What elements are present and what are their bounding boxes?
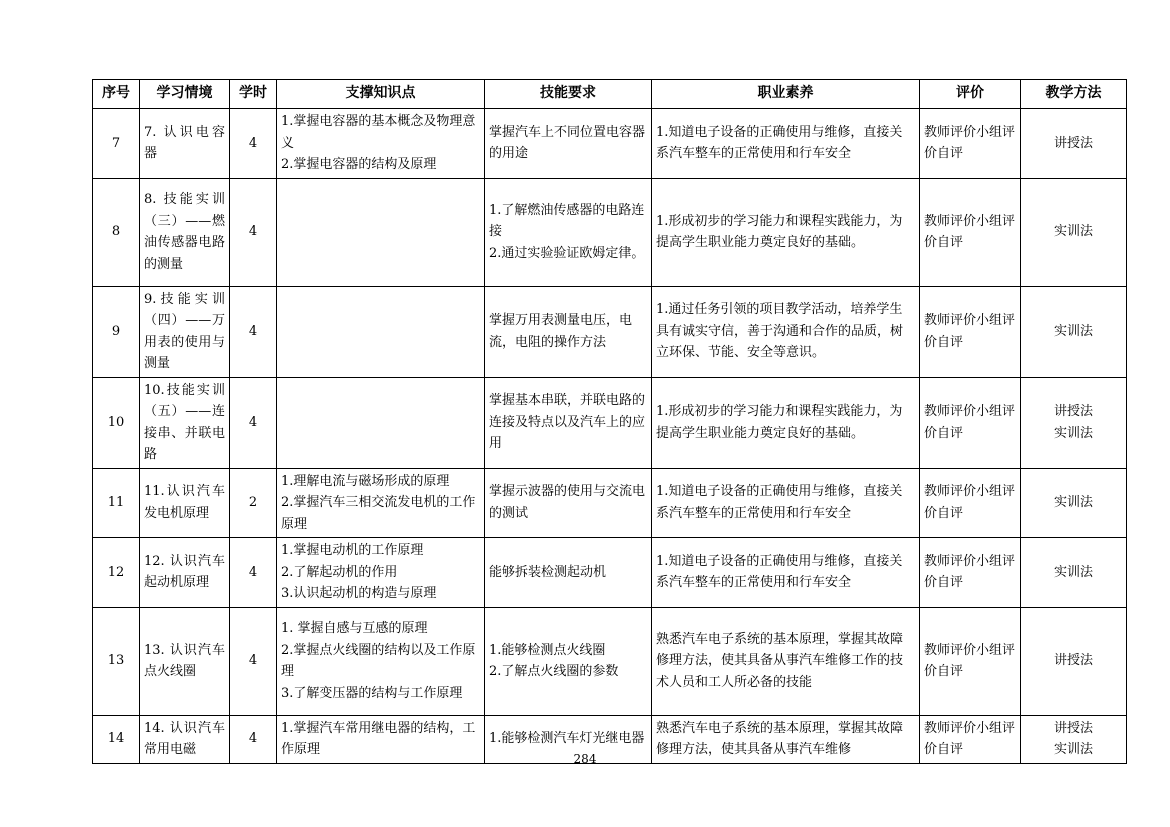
cell-situation: 8. 技能实训（三）——燃油传感器电路的测量 bbox=[140, 178, 230, 286]
cell-knowledge bbox=[277, 286, 485, 377]
table-body bbox=[93, 109, 1127, 764]
cell-skills bbox=[485, 538, 652, 608]
cell-skills-line: 2.通过实验验证欧姆定律。 bbox=[489, 245, 645, 261]
table-row bbox=[93, 109, 1127, 179]
cell-hours: 2 bbox=[230, 468, 277, 538]
cell-hours: 4 bbox=[230, 538, 277, 608]
cell-knowledge-line: 2.掌握点火线圈的结构以及工作原理 bbox=[281, 642, 476, 679]
cell-knowledge bbox=[277, 468, 485, 538]
cell-situation: 11.认识汽车发电机原理 bbox=[140, 468, 230, 538]
cell-evaluation: 教师评价小组评价自评 bbox=[920, 468, 1021, 538]
cell-methods-line: 实训法 bbox=[1053, 425, 1093, 441]
header-quality: 职业素养 bbox=[652, 80, 920, 109]
cell-quality-line: 1.知道电子设备的正确使用与维修，直接关系汽车整车的正常使用和行车安全 bbox=[656, 124, 903, 162]
cell-evaluation: 教师评价小组评价自评 bbox=[920, 178, 1021, 286]
cell-no: 14 bbox=[93, 715, 140, 763]
cell-no: 8 bbox=[93, 178, 140, 286]
header-hours: 学时 bbox=[230, 80, 277, 109]
cell-methods-line: 实训法 bbox=[1053, 323, 1093, 339]
cell-skills bbox=[485, 377, 652, 468]
cell-skills bbox=[485, 468, 652, 538]
cell-knowledge-line: 1.掌握电动机的工作原理 bbox=[281, 543, 424, 558]
cell-methods-line: 实训法 bbox=[1053, 564, 1093, 580]
course-plan-table bbox=[92, 79, 1127, 764]
cell-knowledge bbox=[277, 178, 485, 286]
header-knowledge: 支撑知识点 bbox=[277, 80, 485, 109]
cell-skills bbox=[485, 607, 652, 715]
cell-knowledge bbox=[277, 607, 485, 715]
cell-skills bbox=[485, 286, 652, 377]
cell-no: 13 bbox=[93, 607, 140, 715]
header-evaluation: 评价 bbox=[920, 80, 1021, 109]
cell-knowledge-line: 2.掌握电容器的结构及原理 bbox=[281, 157, 437, 172]
cell-no: 9 bbox=[93, 286, 140, 377]
cell-situation: 13. 认识汽车点火线圈 bbox=[140, 607, 230, 715]
cell-evaluation: 教师评价小组评价自评 bbox=[920, 377, 1021, 468]
cell-quality-line: 1.形成初步的学习能力和课程实践能力，为提高学生职业能力奠定良好的基础。 bbox=[656, 213, 903, 250]
cell-quality-line: 1.知道电子设备的正确使用与维修，直接关系汽车整车的正常使用和行车安全 bbox=[656, 553, 903, 591]
cell-quality-line: 熟悉汽车电子系统的基本原理，掌握其故障修理方法，使其具备从事汽车维修 bbox=[656, 720, 904, 757]
cell-quality bbox=[652, 178, 920, 286]
cell-knowledge-line: 3.了解变压器的结构与工作原理 bbox=[281, 685, 463, 701]
cell-situation: 7. 认识电容器 bbox=[140, 109, 230, 179]
cell-methods bbox=[1021, 607, 1127, 715]
header-methods: 教学方法 bbox=[1021, 80, 1127, 109]
table-row bbox=[93, 607, 1127, 715]
cell-skills-line: 1.能够检测汽车灯光继电器 bbox=[489, 731, 645, 747]
cell-methods bbox=[1021, 109, 1127, 179]
table-row bbox=[93, 377, 1127, 468]
cell-situation: 10.技能实训（五）——连接串、并联电路 bbox=[140, 377, 230, 468]
header-skills: 技能要求 bbox=[485, 80, 652, 109]
cell-hours: 4 bbox=[230, 286, 277, 377]
cell-quality bbox=[652, 377, 920, 468]
cell-methods-line: 讲授法 bbox=[1053, 653, 1093, 669]
cell-quality bbox=[652, 607, 920, 715]
cell-methods-line: 实训法 bbox=[1053, 495, 1093, 510]
cell-no: 12 bbox=[93, 538, 140, 608]
cell-skills-line: 能够拆装检测起动机 bbox=[489, 564, 607, 580]
cell-hours: 4 bbox=[230, 178, 277, 286]
cell-skills bbox=[485, 109, 652, 179]
cell-quality-line: 1.知道电子设备的正确使用与维修，直接关系汽车整车的正常使用和行车安全 bbox=[656, 484, 903, 521]
cell-hours: 4 bbox=[230, 377, 277, 468]
cell-hours: 4 bbox=[230, 109, 277, 179]
cell-skills-line: 2.了解点火线圈的参数 bbox=[489, 664, 619, 679]
cell-quality bbox=[652, 468, 920, 538]
cell-methods bbox=[1021, 468, 1127, 538]
cell-evaluation: 教师评价小组评价自评 bbox=[920, 715, 1021, 763]
cell-skills-line: 1.了解燃油传感器的电路连接 bbox=[489, 202, 645, 240]
cell-evaluation: 教师评价小组评价自评 bbox=[920, 607, 1021, 715]
cell-no: 10 bbox=[93, 377, 140, 468]
cell-hours: 4 bbox=[230, 715, 277, 763]
header-row bbox=[93, 80, 1127, 109]
cell-skills-line: 1.能够检测点火线圈 bbox=[489, 642, 606, 658]
cell-methods bbox=[1021, 286, 1127, 377]
header-situation: 学习情境 bbox=[140, 80, 230, 109]
cell-skills-line: 掌握基本串联，并联电路的连接及特点以及汽车上的应用 bbox=[489, 393, 646, 452]
cell-quality bbox=[652, 538, 920, 608]
cell-quality-line: 熟悉汽车电子系统的基本原理，掌握其故障修理方法，使其具备从事汽车维修工作的技术人员和工人所必备的技能 bbox=[656, 631, 904, 690]
cell-knowledge bbox=[277, 538, 485, 608]
cell-methods-line: 讲授法 bbox=[1053, 135, 1093, 151]
cell-evaluation: 教师评价小组评价自评 bbox=[920, 109, 1021, 179]
cell-knowledge-line: 1.掌握汽车常用继电器的结构，工作原理 bbox=[281, 720, 476, 757]
header-no: 序号 bbox=[93, 80, 140, 109]
cell-evaluation: 教师评价小组评价自评 bbox=[920, 538, 1021, 608]
cell-methods-line: 讲授法 bbox=[1053, 720, 1093, 736]
page-number: 284 bbox=[573, 752, 597, 766]
table-row bbox=[93, 286, 1127, 377]
cell-knowledge-line: 2.了解起动机的作用 bbox=[281, 564, 398, 580]
cell-quality-line: 1.通过任务引领的项目教学活动，培养学生具有诚实守信，善于沟通和合作的品质，树立环保、节能、安全等意识。 bbox=[656, 302, 904, 361]
cell-knowledge-line: 2.掌握汽车三相交流发电机的工作原理 bbox=[281, 495, 476, 532]
cell-methods bbox=[1021, 178, 1127, 286]
cell-situation: 14. 认识汽车常用电磁 bbox=[140, 715, 230, 763]
cell-knowledge bbox=[277, 377, 485, 468]
cell-methods-line: 实训法 bbox=[1053, 742, 1093, 757]
cell-knowledge-line: 1.理解电流与磁场形成的原理 bbox=[281, 473, 450, 489]
cell-skills bbox=[485, 178, 652, 286]
cell-knowledge bbox=[277, 109, 485, 179]
cell-knowledge-line: 1.掌握电容器的基本概念及物理意义 bbox=[281, 114, 476, 151]
cell-evaluation: 教师评价小组评价自评 bbox=[920, 286, 1021, 377]
cell-knowledge-line: 3.认识起动机的构造与原理 bbox=[281, 586, 437, 601]
cell-quality-line: 1.形成初步的学习能力和课程实践能力，为提高学生职业能力奠定良好的基础。 bbox=[656, 404, 903, 441]
cell-methods bbox=[1021, 538, 1127, 608]
cell-skills-line: 掌握汽车上不同位置电容器的用途 bbox=[489, 124, 646, 162]
table-row bbox=[93, 178, 1127, 286]
cell-skills-line: 掌握万用表测量电压，电流，电阻的操作方法 bbox=[489, 313, 633, 350]
cell-quality bbox=[652, 109, 920, 179]
cell-methods-line: 实训法 bbox=[1053, 224, 1093, 240]
cell-hours: 4 bbox=[230, 607, 277, 715]
cell-no: 11 bbox=[93, 468, 140, 538]
cell-no: 7 bbox=[93, 109, 140, 179]
cell-quality bbox=[652, 286, 920, 377]
cell-skills-line: 掌握示波器的使用与交流电的测试 bbox=[489, 484, 646, 521]
table-row bbox=[93, 538, 1127, 608]
cell-methods bbox=[1021, 377, 1127, 468]
cell-situation: 12. 认识汽车起动机原理 bbox=[140, 538, 230, 608]
cell-methods-line: 讲授法 bbox=[1053, 404, 1093, 419]
table-row bbox=[93, 468, 1127, 538]
cell-situation: 9.技能实训（四）——万用表的使用与测量 bbox=[140, 286, 230, 377]
cell-knowledge-line: 1. 掌握自感与互感的原理 bbox=[281, 621, 428, 636]
